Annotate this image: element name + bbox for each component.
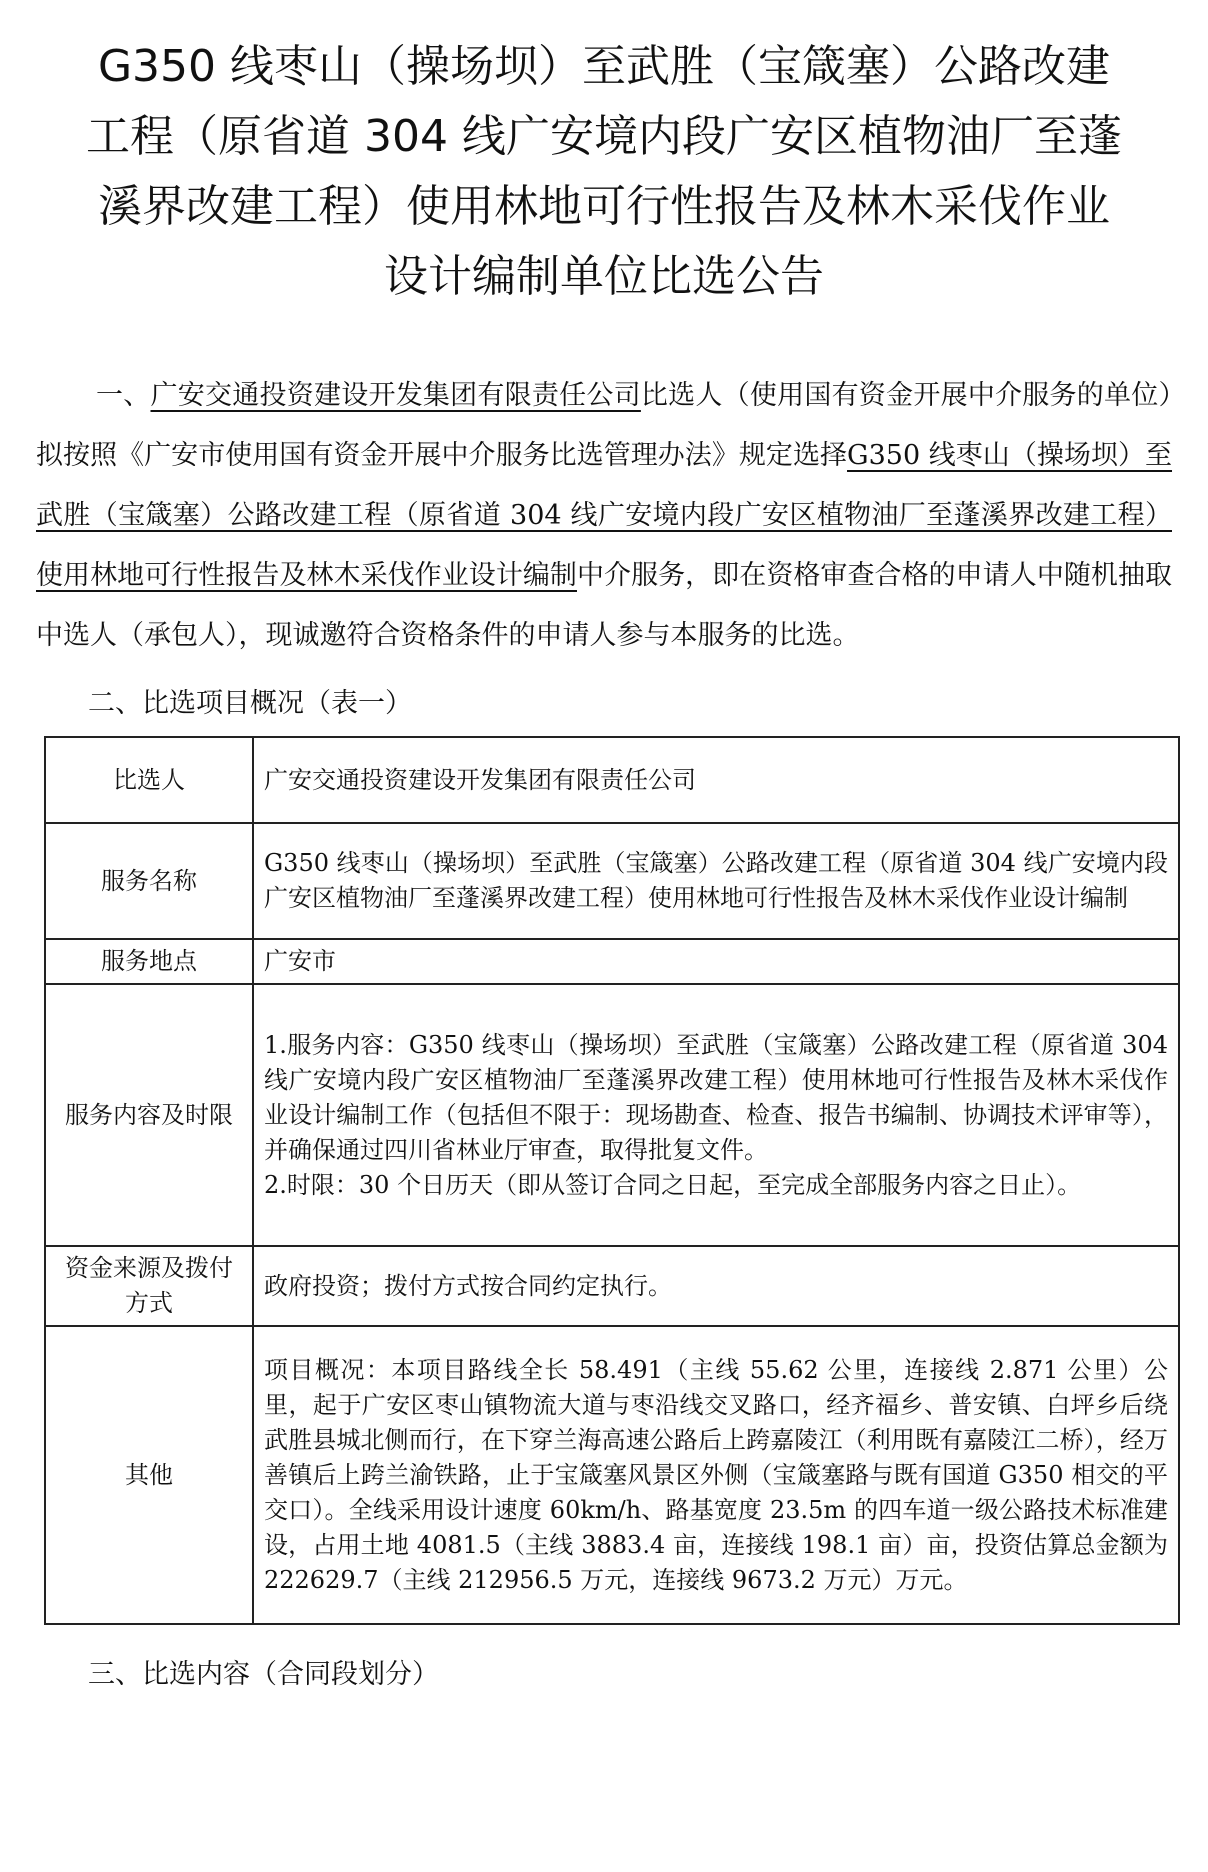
intro-text-1: 比选人（使用国有资金开展中介服务的单位）拟按照《广安市使用国有资金开展中介服务比选管理办法》规定选择 <box>36 380 1173 471</box>
table-row <box>45 737 1179 823</box>
table-value: 政府投资；拨付方式按合同约定执行。 <box>253 1246 1179 1326</box>
intro-organization: 广安交通投资建设开发集团有限责任公司 <box>150 380 641 411</box>
service-content: 1.服务内容：G350 线枣山（操场坝）至武胜（宝箴塞）公路改建工程（原省道 304 线广安境内段广安区植物油厂至蓬溪界改建工程）使用林地可行性报告及林木采伐作业设计编制工作（包括但不限于：现场勘查、检查、报告书编制、协调技术评审等），并确保通过四川省林业厅审查，取得批复文件。 <box>264 1030 1168 1164</box>
table-label: 其他 <box>45 1326 253 1624</box>
table-value: 广安交通投资建设开发集团有限责任公司 <box>253 737 1179 823</box>
title-line-1: G350 线枣山（操场坝）至武胜（宝箴塞）公路改建 <box>97 41 1111 92</box>
table-value: 广安市 <box>253 939 1179 984</box>
project-overview-table <box>44 736 1180 1625</box>
table-row <box>45 939 1179 984</box>
intro-prefix: 一、 <box>96 380 151 411</box>
table-row <box>45 984 1179 1246</box>
table-label: 服务名称 <box>45 823 253 939</box>
table-value: G350 线枣山（操场坝）至武胜（宝箴塞）公路改建工程（原省道 304 线广安境内段广安区植物油厂至蓬溪界改建工程）使用林地可行性报告及林木采伐作业设计编制 <box>253 823 1179 939</box>
table-row <box>45 823 1179 939</box>
table-label: 服务地点 <box>45 939 253 984</box>
table-value <box>253 984 1179 1246</box>
section-2-heading: 二、比选项目概况（表一） <box>88 688 412 719</box>
table-row <box>45 1246 1179 1326</box>
title-line-3: 溪界改建工程）使用林地可行性报告及林木采伐作业 <box>98 181 1110 232</box>
document-title <box>36 32 1172 312</box>
service-time-limit: 2.时限：30 个日历天（即从签订合同之日起，至完成全部服务内容之日止）。 <box>264 1170 1082 1199</box>
table-row <box>45 1326 1179 1624</box>
title-line-2: 工程（原省道 304 线广安境内段广安区植物油厂至蓬 <box>86 111 1122 162</box>
table-label: 比选人 <box>45 737 253 823</box>
table-value: 项目概况：本项目路线全长 58.491（主线 55.62 公里，连接线 2.871 公里）公里，起于广安区枣山镇物流大道与枣沿线交叉路口，经齐福乡、普安镇、白坪乡后绕武胜县城北侧而行，在下穿兰海高速公路后上跨嘉陵江（利用既有嘉陵江二桥），经万善镇后上跨兰渝铁路，止于宝箴塞风景区外侧（宝箴塞路与既有国道 G350 相交的平交口）。全线采用设计速度 60km/h、路基宽度 23.5m 的四车道一级公路技术标准建设，占用土地 4081.5（主线 3883.4 亩，连接线 198.1 亩）亩，投资估算总金额为 222629.7（主线 212956.5 万元，连接线 9673.2 万元）万元。 <box>253 1326 1179 1624</box>
section-3-heading: 三、比选内容（合同段划分） <box>88 1659 439 1690</box>
intro-text-2: 中介服务，即在资格审查合格的申请人中随机抽取中选人（承包人），现诚邀符合资格条件的申请人参与本服务的比选。 <box>36 560 1173 651</box>
title-line-4: 设计编制单位比选公告 <box>384 251 824 302</box>
intro-project-name: G350 线枣山（操场坝）至武胜（宝箴塞）公路改建工程（原省道 304 线广安境内段广安区植物油厂至蓬溪界改建工程）使用林地可行性报告及林木采伐作业设计编制 <box>36 440 1173 591</box>
intro-paragraph <box>36 366 1172 666</box>
table-label: 资金来源及拨付方式 <box>45 1246 253 1326</box>
table-label: 服务内容及时限 <box>45 984 253 1246</box>
